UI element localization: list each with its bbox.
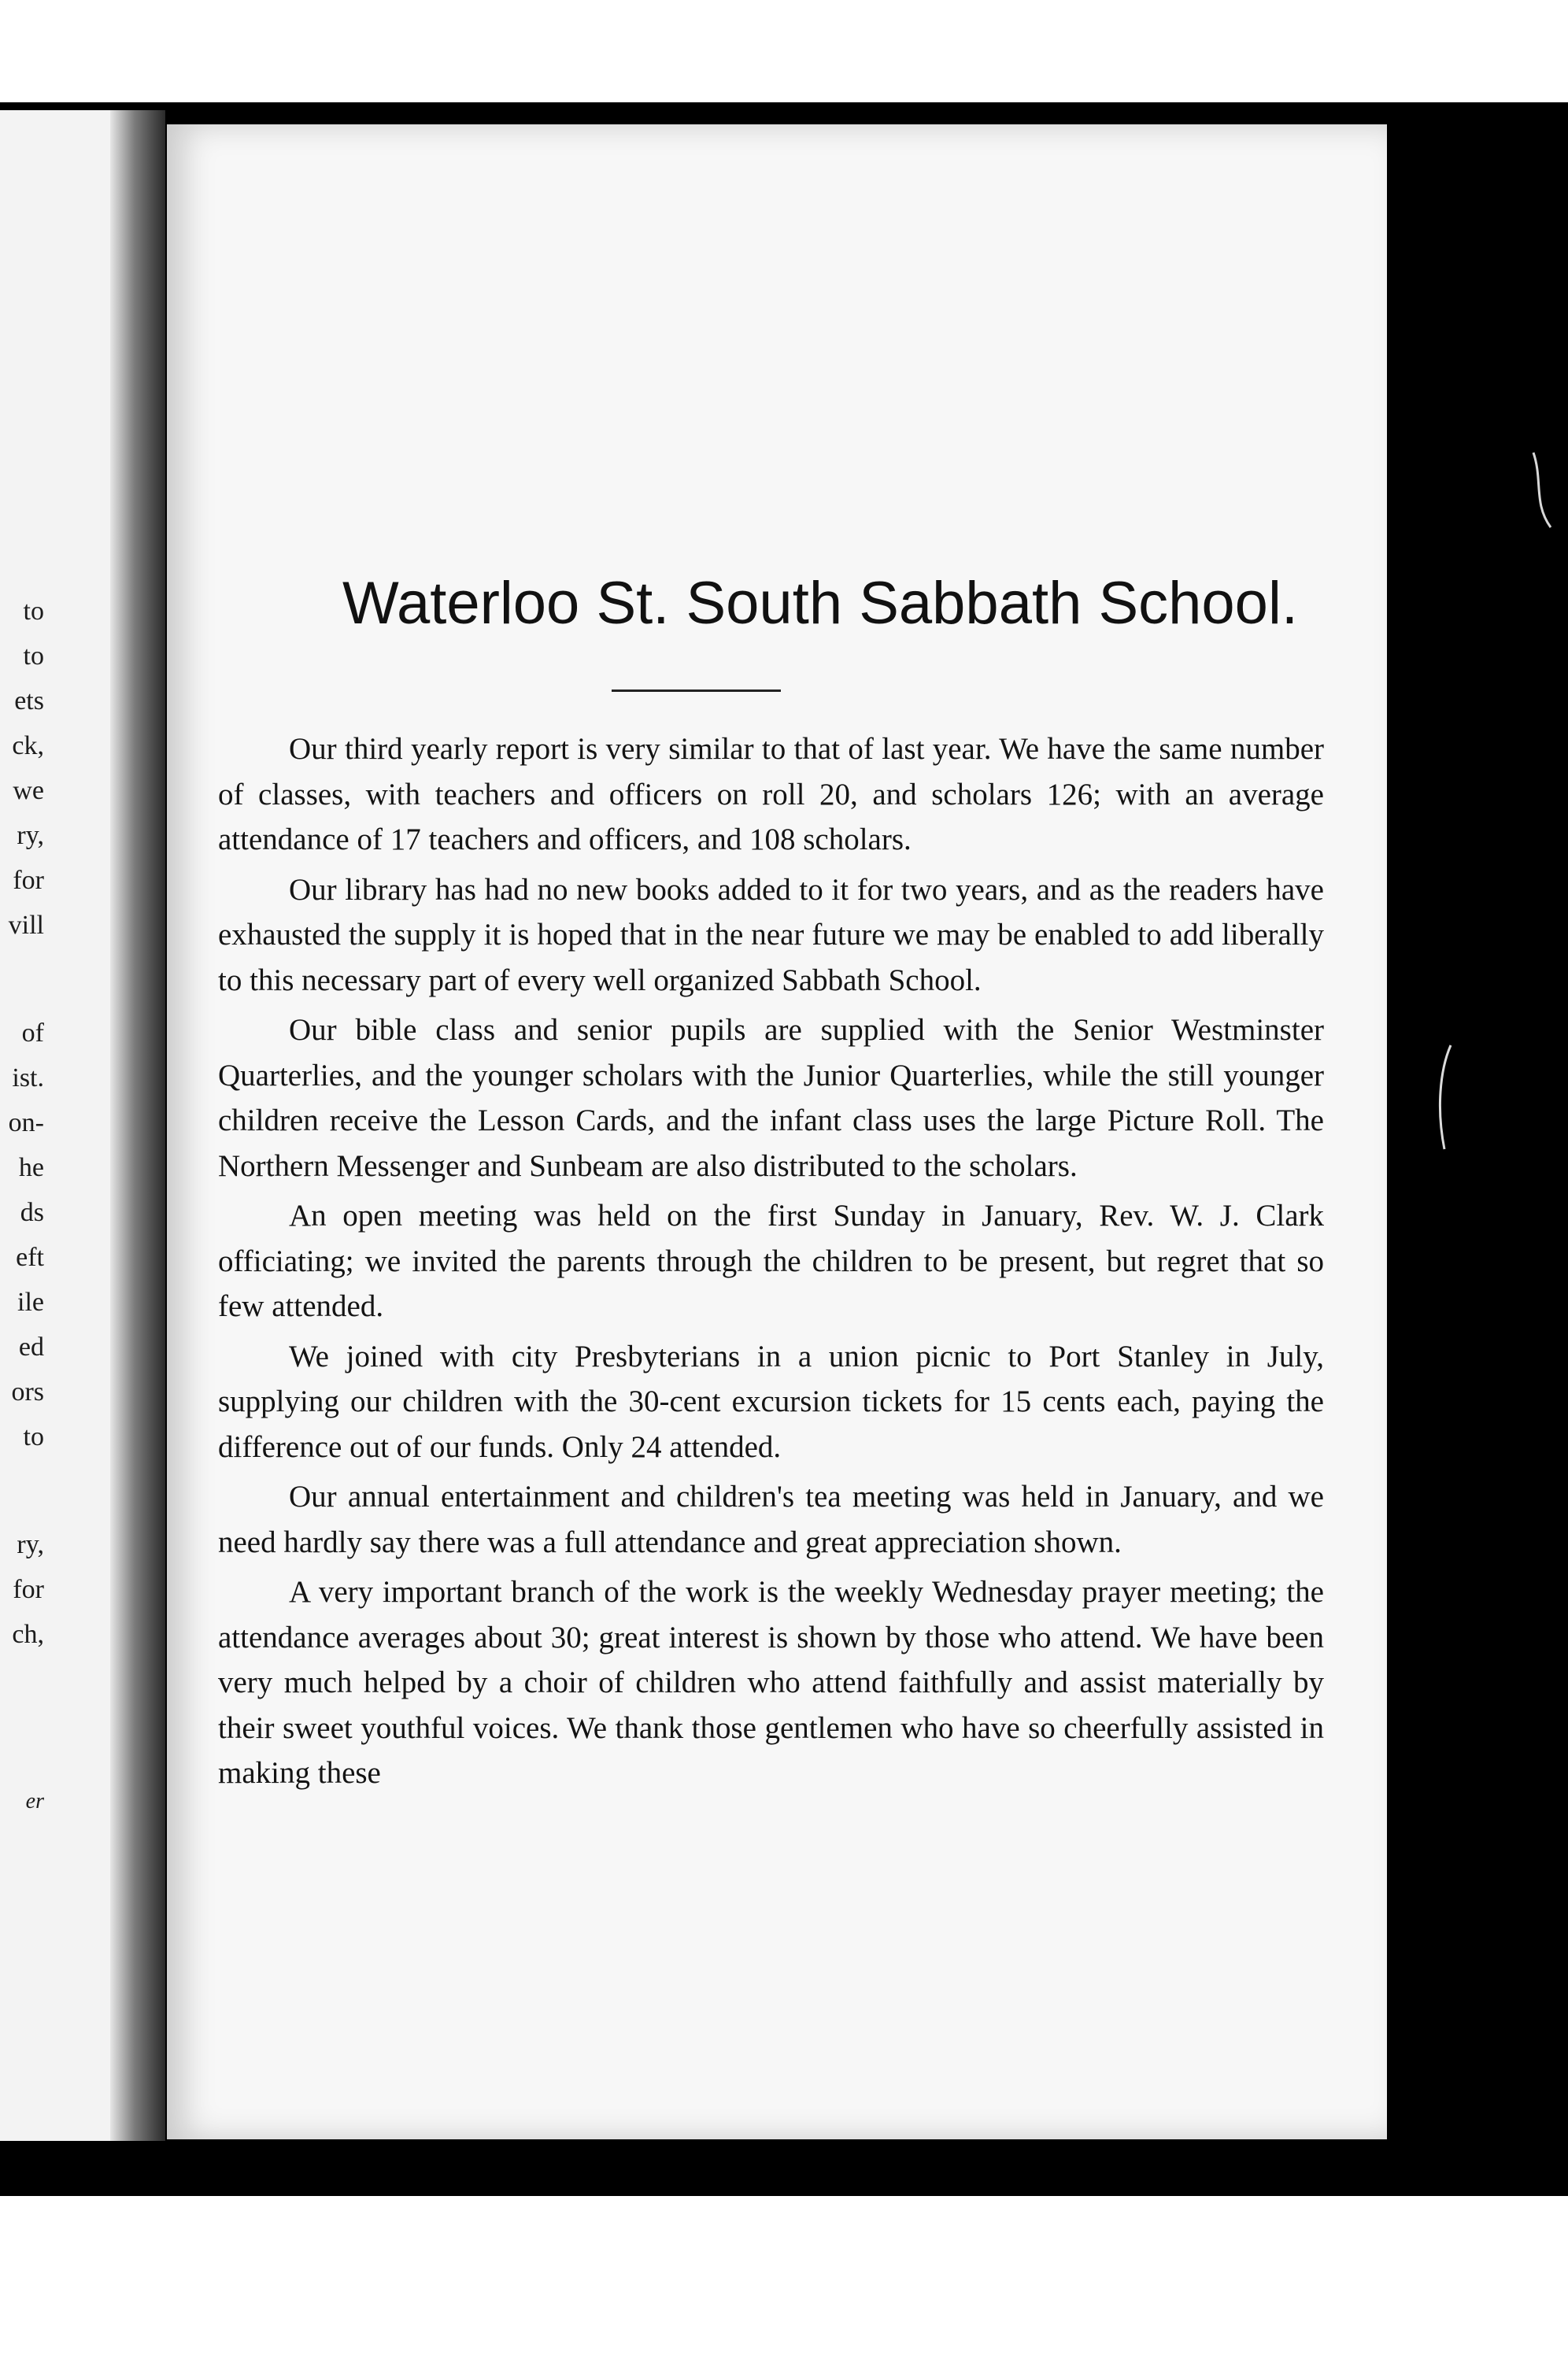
paragraph: A very important branch of the work is the weekly Wednesday prayer meeting; the attendance averages about 30; great interest is shown by those who attend. We have been very much helped by a choir of children who attend faithfully and assist materially by their sweet youthful voices. We thank those gentlemen who have so cheerfully assisted in making these <box>218 1575 1324 1790</box>
facing-spacer <box>0 1657 44 1716</box>
page-title: Waterloo St. South Sabbath School. <box>342 570 1298 637</box>
facing-fragment: vill <box>8 911 44 940</box>
facing-spacer <box>0 948 44 1011</box>
facing-fragment: ed <box>18 1333 44 1362</box>
facing-fragment: ry, <box>17 821 44 850</box>
paragraph: An open meeting was held on the first Sunday in January, Rev. W. J. Clark officiating; we invited the parents through the children to be present, but regret that so few attended. <box>218 1199 1324 1323</box>
facing-fragment: he <box>18 1153 44 1182</box>
scan-mark <box>1527 449 1559 535</box>
facing-spacer <box>0 1459 44 1522</box>
facing-fragment: for <box>13 866 44 895</box>
document-page <box>167 124 1387 2139</box>
body-text <box>218 726 1324 1796</box>
paragraph: Our bible class and senior pupils are supplied with the Senior Westminster Quarterlies, and the younger scholars with the Junior Quarterlies, while the still younger children receive the Lesson Cards, and the infant class uses the large Picture Roll. The Northern Messenger and Sunbeam are also distributed to the scholars. <box>218 1013 1324 1183</box>
paragraph: Our library has had no new books added to it for two years, and as the readers have exhausted the supply it is hoped that in the near future we may be enabled to add liberally to this necessary part of every well organized Sabbath School. <box>218 872 1324 997</box>
facing-fragment: eft <box>16 1243 44 1272</box>
paragraph: Our third yearly report is very similar to that of last year. We have the same number of classes, with teachers and officers on roll 20, and scholars 126; with an average attendance of 17 teachers and officers, and 108 scholars. <box>218 732 1324 856</box>
facing-fragment: for <box>13 1575 44 1604</box>
facing-fragment: to <box>23 1422 44 1451</box>
facing-fragment: ch, <box>12 1620 44 1649</box>
facing-fragment: ile <box>17 1288 44 1317</box>
facing-fragment: to <box>23 597 44 626</box>
facing-fragment: on- <box>8 1108 44 1137</box>
facing-fragment: ds <box>20 1198 44 1227</box>
facing-fragment: to <box>23 641 44 671</box>
facing-fragment: ck, <box>12 731 44 760</box>
facing-fragment-italic: er <box>25 1789 44 1813</box>
paragraph: Our annual entertainment and children's tea meeting was held in January, and we need hardly say there was a full attendance and great appreciation shown. <box>218 1480 1324 1559</box>
page-gutter <box>110 110 165 2141</box>
facing-fragment: of <box>21 1019 44 1048</box>
facing-spacer <box>0 1716 44 1779</box>
facing-page-text <box>0 589 44 1824</box>
facing-fragment: ets <box>14 686 44 715</box>
title-divider <box>612 689 781 692</box>
facing-fragment: ors <box>11 1377 44 1407</box>
facing-fragment: ist. <box>12 1063 44 1092</box>
paragraph: We joined with city Presbyterians in a union picnic to Port Stanley in July, supplying our children with the 30-cent excursion tickets for 15 cents each, paying the difference out of our funds. Only 24 attended. <box>218 1339 1324 1464</box>
facing-fragment: we <box>13 776 44 805</box>
facing-fragment: ry, <box>17 1530 44 1559</box>
scan-mark <box>1429 1039 1460 1157</box>
